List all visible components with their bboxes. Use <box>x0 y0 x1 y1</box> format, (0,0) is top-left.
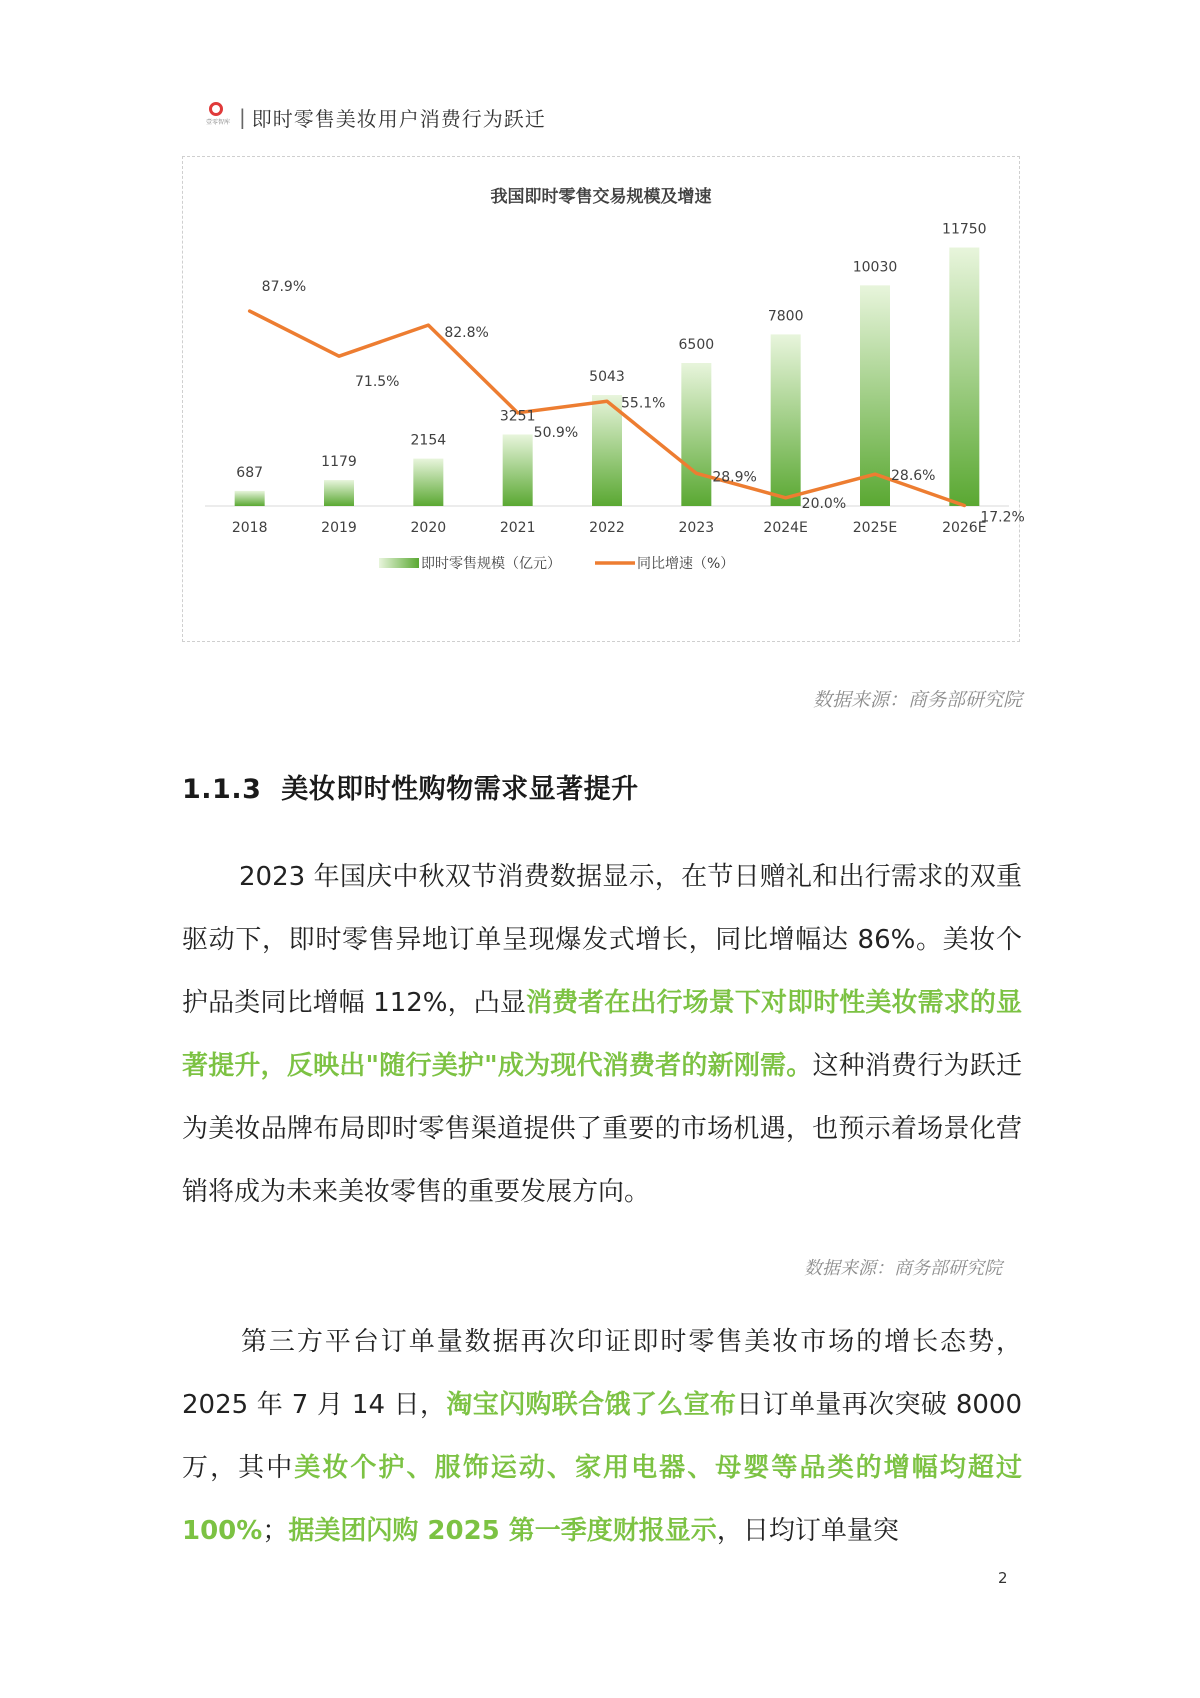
bar-value-label: 6500 <box>678 337 715 353</box>
x-tick-label: 2020 <box>410 520 447 536</box>
bar-2026E <box>949 248 979 507</box>
line-value-label: 50.9% <box>533 424 579 441</box>
bar-value-label: 2154 <box>410 432 447 449</box>
bar-2023 <box>681 363 711 506</box>
bar-value-label: 7800 <box>767 308 804 325</box>
x-tick-label: 2022 <box>589 520 625 536</box>
para-text: 这种消费行为跃迁为美妆品牌布局即时零售渠道提供了重要的市场机遇，也预示着场景化营销将成为未来美妆零售的重要发展方向。 <box>182 1051 1022 1207</box>
x-tick-label: 2019 <box>321 520 357 536</box>
bar-value-label: 3251 <box>499 408 536 425</box>
para-highlight: 淘宝闪购联合饿了么宣布 <box>446 1390 737 1420</box>
chart-title: 我国即时零售交易规模及增速 <box>490 187 712 207</box>
section-heading <box>182 767 639 806</box>
para-text: ； <box>262 1516 289 1546</box>
para-text: 2023 年国庆中秋双节消费数据显示，在节日赠礼和出行需求的双重驱动下，即时零售异地订单呈现爆发式增长，同比增幅达 86%。美妆个护品类同比增幅 112%，凸显 <box>182 862 1022 1018</box>
data-source-note: 数据来源：商务部研究院 <box>812 689 1022 711</box>
logo-text: 壹零智库 <box>205 119 230 126</box>
bar-2018 <box>235 491 265 506</box>
bar-2024E <box>771 334 801 506</box>
page-header <box>203 100 546 134</box>
line-value-label: 55.1% <box>621 395 666 412</box>
paragraph <box>182 1311 1022 1563</box>
bar-2021 <box>503 434 533 506</box>
bar-value-label: 1179 <box>321 454 357 471</box>
retail-scale-chart <box>183 157 1025 641</box>
paragraph <box>182 846 1022 1224</box>
bar-value-label: 5043 <box>589 369 625 386</box>
brand-logo <box>203 102 233 132</box>
legend-label: 同比增速（%） <box>637 556 735 572</box>
line-value-label: 87.9% <box>261 279 307 296</box>
para-text: 第三方平台订单量数据再次印证即时零售美妆市场的增长态势，2025 年 7 月 14 日， <box>182 1327 1022 1420</box>
section-number: 1.1.3 <box>182 774 262 805</box>
legend-label: 即时零售规模（亿元） <box>421 556 561 572</box>
para-text: ，日均订单量突 <box>716 1516 899 1546</box>
section-title: 美妆即时性购物需求显著提升 <box>281 774 639 805</box>
x-tick-label: 2025E <box>852 520 898 536</box>
chart-legend <box>379 555 734 572</box>
bar-2020 <box>413 459 443 506</box>
bar-value-label: 687 <box>236 464 264 481</box>
x-tick-label: 2023 <box>678 520 715 536</box>
page-number: 2 <box>998 1569 1008 1587</box>
data-source-note: 数据来源：商务部研究院 <box>804 1258 1002 1279</box>
para-highlight: 消费者在出行场景下对即时性美妆需求的显著提升，反映出"随行美护"成为现代消费者的新刚需。 <box>182 988 1022 1081</box>
para-text: 日订单量再次突破 8000 万，其中 <box>182 1390 1022 1483</box>
x-tick-label: 2018 <box>231 520 268 536</box>
x-tick-label: 2026E <box>942 520 987 536</box>
para-highlight: 美妆个护、服饰运动、家用电器、母婴等品类的增幅均超过 100% <box>182 1453 1022 1546</box>
bar-value-label: 10030 <box>852 259 898 276</box>
line-value-label: 28.9% <box>712 469 757 486</box>
legend-swatch-bar <box>379 558 419 568</box>
line-value-label: 28.6% <box>891 468 936 485</box>
line-value-label: 82.8% <box>444 325 489 342</box>
x-tick-label: 2021 <box>499 520 536 536</box>
header-divider: | <box>239 105 246 129</box>
logo-ring-icon <box>209 102 223 116</box>
line-value-label: 20.0% <box>801 495 847 512</box>
chart-container <box>182 156 1025 642</box>
bar-value-label: 11750 <box>942 221 987 238</box>
line-value-label: 17.2% <box>980 509 1025 526</box>
bar-2019 <box>324 480 354 506</box>
line-value-label: 71.5% <box>355 374 400 391</box>
x-tick-label: 2024E <box>763 520 808 536</box>
header-title: 即时零售美妆用户消费行为跃迁 <box>251 106 546 131</box>
para-highlight: 据美团闪购 2025 第一季度财报显示 <box>288 1516 717 1546</box>
